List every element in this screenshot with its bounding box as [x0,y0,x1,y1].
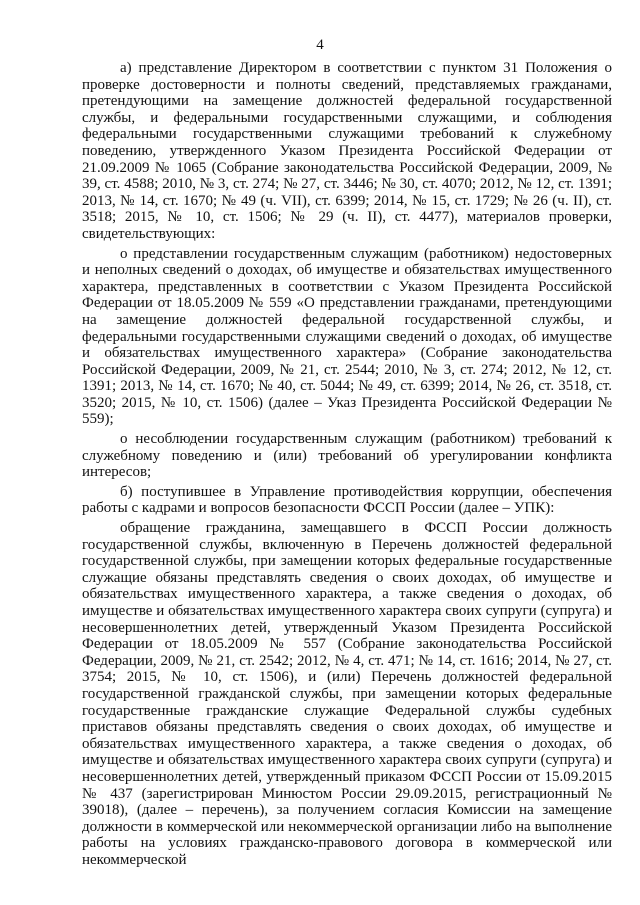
document-body [82,60,612,869]
paragraph-a: а) представление Директором в соответствии с пунктом 31 Положения о проверке достоверности и полноты сведений, представляемых гражданами, претендующими на замещение должностей федеральной государственной службы, и федеральными государственными служащими, и соблюдения федеральными государственными служащими требований к служебному поведению, утвержденного Указом Президента Российской Федерации от 21.09.2009 № 1065 (Собрание законодательства Российской Федерации, 2009, № 39, ст. 4588; 2010, № 3, ст. 274; № 27, ст. 3446; № 30, ст. 4070; 2012, № 12, ст. 1391; 2013, № 14, ст. 1670; № 49 (ч. VII), ст. 6399; 2014, № 15, ст. 1729; № 26 (ч. II), ст. 3518; 2015, № 10, ст. 1506; № 29 (ч. II), ст. 4477), материалов проверки, свидетельствующих: [82,60,612,242]
page-number: 4 [316,37,324,53]
paragraph-citizen-appeal: обращение гражданина, замещавшего в ФССП России должность государственной службы, включенную в Перечень должностей федеральной государственной службы, при замещении которых федеральные государственные служащие обязаны представлять сведения о своих доходах, об имуществе и обязательствах имущественного характера, а также сведения о доходах, об имуществе и обязательствах имущественного характера своих супруги (супруга) и несовершеннолетних детей, утвержденный Указом Президента Российской Федерации от 18.05.2009 № 557 (Собрание законодательства Российской Федерации, 2009, № 21, ст. 2542; 2012, № 4, ст. 471; № 14, ст. 1616; 2014, № 27, ст. 3754; 2015, № 10, ст. 1506), и (или) Перечень должностей федеральной государственной гражданской службы, при замещении которых федеральные государственные гражданские служащие Федеральной службы судебных приставов обязаны представлять сведения о своих доходах, об имуществе и обязательствах имущественного характера, а также сведения о доходах, об имуществе и обязательствах имущественного характера своих супруги (супруга) и несовершеннолетних детей, утвержденный приказом ФССП России от 15.09.2015 № 437 (зарегистрирован Минюстом России 29.09.2015, регистрационный № 39018), (далее – перечень), за получением согласия Комиссии на замещение должности в коммерческой или некоммерческой организации либо на выполнение работы на условиях гражданско-правового договора в коммерческой или некоммерческой [82,520,612,868]
paragraph-unreliable-info: о представлении государственным служащим (работником) недостоверных и неполных сведений о доходах, об имуществе и обязательствах имущественного характера, представленных в соответствии с Указом Президента Российской Федерации от 18.05.2009 № 559 «О представлении гражданами, претендующими на замещение должностей федеральной государственной службы, и федеральными государственными служащими сведений о доходах, об имуществе и обязательствах имущественного характера» (Собрание законодательства Российской Федерации, 2009, № 21, ст. 2544; 2010, № 3, ст. 274; 2012, № 12, ст. 1391; 2013, № 14, ст. 1670; № 40, ст. 5044; № 49, ст. 6399; 2014, № 26, ст. 3518, ст. 3520; 2015, № 10, ст. 1506) (далее – Указ Президента Российской Федерации № 559); [82,245,612,428]
paragraph-non-compliance: о несоблюдении государственным служащим (работником) требований к служебному поведению и (или) требований об урегулировании конфликта интересов; [82,431,612,481]
paragraph-b: б) поступившее в Управление противодействия коррупции, обеспечения работы с кадрами и вопросов безопасности ФССП России (далее – УПК): [82,483,612,517]
